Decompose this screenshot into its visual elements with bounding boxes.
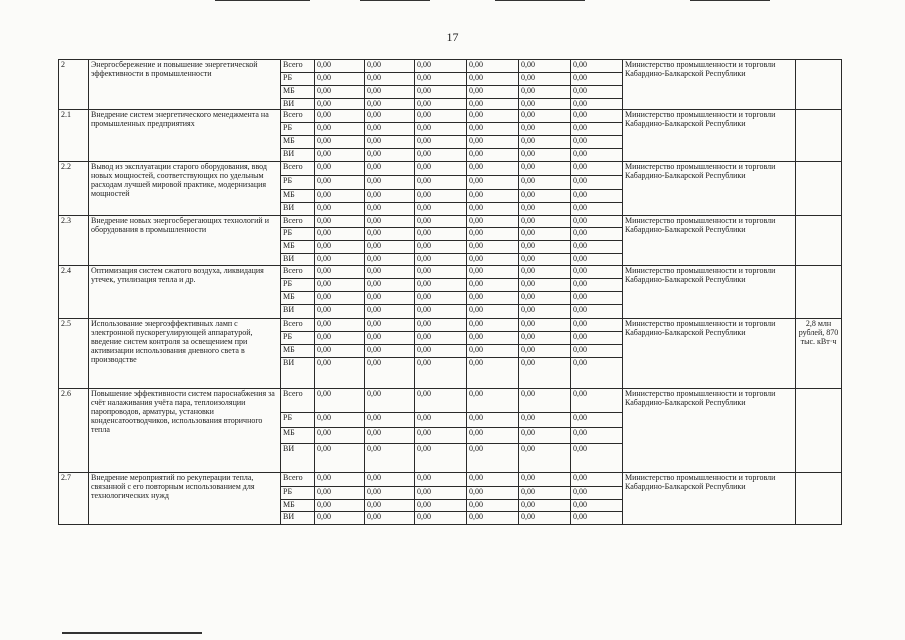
funding-value: 0,00 <box>415 60 467 73</box>
funding-source: ВИ <box>281 149 315 162</box>
funding-value: 0,00 <box>415 413 467 428</box>
funding-value: 0,00 <box>571 292 623 305</box>
funding-value: 0,00 <box>519 60 571 73</box>
funding-value: 0,00 <box>365 203 415 216</box>
table-row <box>59 319 842 332</box>
funding-value: 0,00 <box>415 444 467 473</box>
funding-value: 0,00 <box>467 149 519 162</box>
funding-value: 0,00 <box>365 123 415 136</box>
funding-source: Всего <box>281 389 315 413</box>
responsible-ministry: Министерство промышленности и торговли Кабардино-Балкарской Республики <box>623 216 796 266</box>
funding-value: 0,00 <box>415 332 467 345</box>
funding-value: 0,00 <box>365 86 415 99</box>
funding-value: 0,00 <box>415 241 467 254</box>
funding-value: 0,00 <box>467 86 519 99</box>
funding-value: 0,00 <box>315 473 365 487</box>
funding-value: 0,00 <box>519 292 571 305</box>
funding-value: 0,00 <box>415 203 467 216</box>
funding-source: ВИ <box>281 99 315 110</box>
funding-value: 0,00 <box>315 428 365 444</box>
funding-value: 0,00 <box>467 345 519 358</box>
funding-value: 0,00 <box>467 216 519 228</box>
funding-value: 0,00 <box>467 319 519 332</box>
expected-result <box>796 162 842 216</box>
funding-value: 0,00 <box>467 110 519 123</box>
funding-value: 0,00 <box>571 319 623 332</box>
funding-value: 0,00 <box>365 444 415 473</box>
funding-value: 0,00 <box>365 176 415 190</box>
funding-value: 0,00 <box>365 162 415 176</box>
funding-value: 0,00 <box>315 305 365 319</box>
funding-value: 0,00 <box>315 241 365 254</box>
funding-source: МБ <box>281 86 315 99</box>
funding-value: 0,00 <box>571 60 623 73</box>
item-name: Внедрение систем энергетического менеджмента на промышленных предприятиях <box>89 110 281 162</box>
funding-source: ВИ <box>281 444 315 473</box>
funding-value: 0,00 <box>315 487 365 500</box>
funding-value: 0,00 <box>467 500 519 512</box>
funding-value: 0,00 <box>467 228 519 241</box>
funding-value: 0,00 <box>571 413 623 428</box>
funding-value: 0,00 <box>467 176 519 190</box>
expected-result <box>796 389 842 473</box>
table-body <box>59 60 842 525</box>
funding-value: 0,00 <box>315 413 365 428</box>
funding-value: 0,00 <box>519 487 571 500</box>
funding-value: 0,00 <box>571 358 623 389</box>
funding-source: МБ <box>281 500 315 512</box>
funding-value: 0,00 <box>315 149 365 162</box>
funding-value: 0,00 <box>519 228 571 241</box>
funding-value: 0,00 <box>365 305 415 319</box>
funding-source: ВИ <box>281 512 315 525</box>
funding-source: РБ <box>281 228 315 241</box>
funding-value: 0,00 <box>571 512 623 525</box>
funding-value: 0,00 <box>315 136 365 149</box>
funding-value: 0,00 <box>315 292 365 305</box>
funding-value: 0,00 <box>315 99 365 110</box>
funding-value: 0,00 <box>415 176 467 190</box>
funding-value: 0,00 <box>571 203 623 216</box>
funding-value: 0,00 <box>519 241 571 254</box>
responsible-ministry: Министерство промышленности и торговли Кабардино-Балкарской Республики <box>623 389 796 473</box>
funding-value: 0,00 <box>415 73 467 86</box>
responsible-ministry: Министерство промышленности и торговли Кабардино-Балкарской Республики <box>623 473 796 525</box>
funding-source: РБ <box>281 123 315 136</box>
funding-value: 0,00 <box>365 512 415 525</box>
funding-source: МБ <box>281 136 315 149</box>
funding-source: МБ <box>281 241 315 254</box>
funding-value: 0,00 <box>315 512 365 525</box>
funding-value: 0,00 <box>519 279 571 292</box>
funding-value: 0,00 <box>519 332 571 345</box>
funding-value: 0,00 <box>415 254 467 266</box>
funding-value: 0,00 <box>365 279 415 292</box>
funding-value: 0,00 <box>365 73 415 86</box>
funding-value: 0,00 <box>519 216 571 228</box>
funding-value: 0,00 <box>571 73 623 86</box>
funding-value: 0,00 <box>519 110 571 123</box>
item-number: 2.4 <box>59 266 89 319</box>
funding-value: 0,00 <box>467 413 519 428</box>
funding-value: 0,00 <box>365 319 415 332</box>
funding-value: 0,00 <box>571 266 623 279</box>
funding-value: 0,00 <box>365 149 415 162</box>
funding-source: МБ <box>281 428 315 444</box>
funding-value: 0,00 <box>415 266 467 279</box>
item-name: Использование энергоэффективных ламп с электронной пускорегулирующей аппаратурой, введение систем контроля за освещением при активизации использования дневного света в производстве <box>89 319 281 389</box>
table-row <box>59 110 842 123</box>
funding-value: 0,00 <box>571 487 623 500</box>
funding-value: 0,00 <box>571 149 623 162</box>
funding-value: 0,00 <box>467 512 519 525</box>
funding-value: 0,00 <box>315 319 365 332</box>
footer-rule <box>62 632 202 634</box>
funding-source: ВИ <box>281 254 315 266</box>
item-number: 2 <box>59 60 89 110</box>
funding-source: ВИ <box>281 358 315 389</box>
measures-table <box>58 59 842 525</box>
funding-value: 0,00 <box>415 86 467 99</box>
responsible-ministry: Министерство промышленности и торговли Кабардино-Балкарской Республики <box>623 110 796 162</box>
funding-value: 0,00 <box>365 413 415 428</box>
funding-value: 0,00 <box>315 73 365 86</box>
funding-source: РБ <box>281 73 315 86</box>
funding-value: 0,00 <box>519 99 571 110</box>
funding-value: 0,00 <box>415 500 467 512</box>
funding-value: 0,00 <box>365 110 415 123</box>
funding-value: 0,00 <box>315 389 365 413</box>
funding-value: 0,00 <box>415 428 467 444</box>
funding-source: Всего <box>281 216 315 228</box>
funding-value: 0,00 <box>519 136 571 149</box>
funding-source: Всего <box>281 110 315 123</box>
funding-value: 0,00 <box>365 487 415 500</box>
expected-result <box>796 266 842 319</box>
funding-value: 0,00 <box>415 123 467 136</box>
item-number: 2.7 <box>59 473 89 525</box>
funding-value: 0,00 <box>571 190 623 203</box>
funding-value: 0,00 <box>519 512 571 525</box>
item-name: Внедрение новых энергосберегающих технологий и оборудования в промышленности <box>89 216 281 266</box>
item-number: 2.6 <box>59 389 89 473</box>
funding-value: 0,00 <box>467 332 519 345</box>
funding-value: 0,00 <box>365 266 415 279</box>
funding-value: 0,00 <box>571 444 623 473</box>
funding-value: 0,00 <box>365 389 415 413</box>
funding-value: 0,00 <box>365 136 415 149</box>
funding-value: 0,00 <box>315 228 365 241</box>
funding-value: 0,00 <box>467 305 519 319</box>
funding-value: 0,00 <box>571 428 623 444</box>
funding-value: 0,00 <box>365 473 415 487</box>
funding-value: 0,00 <box>365 358 415 389</box>
funding-source: Всего <box>281 162 315 176</box>
funding-value: 0,00 <box>415 216 467 228</box>
responsible-ministry: Министерство промышленности и торговли Кабардино-Балкарской Республики <box>623 266 796 319</box>
funding-value: 0,00 <box>519 413 571 428</box>
funding-value: 0,00 <box>519 358 571 389</box>
funding-value: 0,00 <box>365 332 415 345</box>
funding-value: 0,00 <box>415 473 467 487</box>
funding-source: РБ <box>281 279 315 292</box>
funding-value: 0,00 <box>467 473 519 487</box>
funding-value: 0,00 <box>467 444 519 473</box>
funding-value: 0,00 <box>467 73 519 86</box>
funding-value: 0,00 <box>519 162 571 176</box>
funding-value: 0,00 <box>571 389 623 413</box>
funding-value: 0,00 <box>415 110 467 123</box>
funding-value: 0,00 <box>519 500 571 512</box>
funding-value: 0,00 <box>571 123 623 136</box>
funding-source: МБ <box>281 345 315 358</box>
table-row <box>59 162 842 176</box>
funding-source: РБ <box>281 332 315 345</box>
funding-value: 0,00 <box>315 345 365 358</box>
funding-value: 0,00 <box>415 228 467 241</box>
funding-value: 0,00 <box>315 176 365 190</box>
table-row <box>59 60 842 73</box>
funding-value: 0,00 <box>571 86 623 99</box>
funding-value: 0,00 <box>519 73 571 86</box>
funding-value: 0,00 <box>519 190 571 203</box>
funding-value: 0,00 <box>315 190 365 203</box>
funding-value: 0,00 <box>571 216 623 228</box>
funding-value: 0,00 <box>415 99 467 110</box>
funding-source: Всего <box>281 60 315 73</box>
funding-value: 0,00 <box>467 203 519 216</box>
funding-value: 0,00 <box>519 149 571 162</box>
funding-value: 0,00 <box>415 305 467 319</box>
expected-result <box>796 473 842 525</box>
funding-value: 0,00 <box>519 86 571 99</box>
funding-value: 0,00 <box>467 162 519 176</box>
funding-value: 0,00 <box>365 99 415 110</box>
expected-result <box>796 60 842 110</box>
funding-value: 0,00 <box>315 279 365 292</box>
funding-value: 0,00 <box>467 190 519 203</box>
top-rule-3 <box>495 0 585 1</box>
funding-value: 0,00 <box>519 123 571 136</box>
funding-value: 0,00 <box>365 228 415 241</box>
funding-value: 0,00 <box>467 358 519 389</box>
funding-value: 0,00 <box>467 241 519 254</box>
funding-value: 0,00 <box>365 190 415 203</box>
item-number: 2.1 <box>59 110 89 162</box>
funding-value: 0,00 <box>571 254 623 266</box>
top-rule-1 <box>215 0 310 1</box>
item-name: Повышение эффективности систем пароснабжения за счёт налаживания учёта пара, теплоизоляции паропроводов, арматуры, установки конденсатоотводчиков, использования вторичного тепла <box>89 389 281 473</box>
funding-value: 0,00 <box>315 123 365 136</box>
funding-value: 0,00 <box>571 473 623 487</box>
funding-value: 0,00 <box>519 319 571 332</box>
funding-value: 0,00 <box>415 487 467 500</box>
item-name: Энергосбережение и повышение энергетической эффективности в промышленности <box>89 60 281 110</box>
funding-value: 0,00 <box>315 203 365 216</box>
funding-value: 0,00 <box>519 266 571 279</box>
funding-value: 0,00 <box>315 216 365 228</box>
funding-source: Всего <box>281 473 315 487</box>
funding-source: МБ <box>281 292 315 305</box>
funding-value: 0,00 <box>415 319 467 332</box>
funding-value: 0,00 <box>365 345 415 358</box>
funding-source: РБ <box>281 176 315 190</box>
funding-value: 0,00 <box>571 136 623 149</box>
funding-value: 0,00 <box>415 345 467 358</box>
funding-value: 0,00 <box>415 512 467 525</box>
item-name: Внедрение мероприятий по рекуперации тепла, связанной с его повторным использованием для технологических нужд <box>89 473 281 525</box>
funding-value: 0,00 <box>519 345 571 358</box>
funding-value: 0,00 <box>467 428 519 444</box>
funding-value: 0,00 <box>519 203 571 216</box>
funding-value: 0,00 <box>571 110 623 123</box>
funding-value: 0,00 <box>519 254 571 266</box>
funding-value: 0,00 <box>365 254 415 266</box>
funding-value: 0,00 <box>519 473 571 487</box>
funding-value: 0,00 <box>365 500 415 512</box>
item-number: 2.5 <box>59 319 89 389</box>
funding-value: 0,00 <box>365 216 415 228</box>
funding-value: 0,00 <box>467 487 519 500</box>
funding-value: 0,00 <box>315 162 365 176</box>
funding-value: 0,00 <box>365 60 415 73</box>
funding-source: Всего <box>281 319 315 332</box>
funding-value: 0,00 <box>315 358 365 389</box>
funding-value: 0,00 <box>415 190 467 203</box>
funding-value: 0,00 <box>415 389 467 413</box>
item-name: Вывод из эксплуатации старого оборудования, ввод новых мощностей, соответствующих по удельным расходам лучшей мировой практике, модернизация мощностей <box>89 162 281 216</box>
funding-value: 0,00 <box>519 389 571 413</box>
funding-value: 0,00 <box>467 292 519 305</box>
funding-value: 0,00 <box>315 266 365 279</box>
funding-source: РБ <box>281 413 315 428</box>
funding-source: ВИ <box>281 305 315 319</box>
funding-value: 0,00 <box>519 305 571 319</box>
top-rule-4 <box>690 0 770 1</box>
funding-value: 0,00 <box>467 99 519 110</box>
funding-value: 0,00 <box>467 279 519 292</box>
funding-value: 0,00 <box>315 332 365 345</box>
table-row <box>59 473 842 487</box>
funding-value: 0,00 <box>467 60 519 73</box>
funding-source: ВИ <box>281 203 315 216</box>
funding-value: 0,00 <box>365 428 415 444</box>
funding-value: 0,00 <box>519 176 571 190</box>
funding-value: 0,00 <box>571 176 623 190</box>
responsible-ministry: Министерство промышленности и торговли Кабардино-Балкарской Республики <box>623 319 796 389</box>
funding-value: 0,00 <box>315 500 365 512</box>
funding-value: 0,00 <box>415 136 467 149</box>
funding-value: 0,00 <box>315 86 365 99</box>
table-row <box>59 216 842 228</box>
funding-value: 0,00 <box>571 162 623 176</box>
funding-value: 0,00 <box>519 428 571 444</box>
item-name: Оптимизация систем сжатого воздуха, ликвидация утечек, утилизация тепла и др. <box>89 266 281 319</box>
table-row <box>59 266 842 279</box>
funding-value: 0,00 <box>315 444 365 473</box>
funding-value: 0,00 <box>571 500 623 512</box>
funding-value: 0,00 <box>315 254 365 266</box>
funding-source: МБ <box>281 190 315 203</box>
funding-value: 0,00 <box>571 228 623 241</box>
item-number: 2.3 <box>59 216 89 266</box>
funding-value: 0,00 <box>519 444 571 473</box>
funding-value: 0,00 <box>415 292 467 305</box>
table-row <box>59 389 842 413</box>
top-rule-2 <box>360 0 430 1</box>
funding-source: Всего <box>281 266 315 279</box>
funding-value: 0,00 <box>365 292 415 305</box>
funding-value: 0,00 <box>571 305 623 319</box>
funding-value: 0,00 <box>415 279 467 292</box>
expected-result <box>796 110 842 162</box>
funding-value: 0,00 <box>315 110 365 123</box>
funding-value: 0,00 <box>467 254 519 266</box>
funding-value: 0,00 <box>467 389 519 413</box>
funding-value: 0,00 <box>571 345 623 358</box>
page-number: 17 <box>446 30 459 44</box>
funding-value: 0,00 <box>415 358 467 389</box>
funding-value: 0,00 <box>467 123 519 136</box>
item-number: 2.2 <box>59 162 89 216</box>
funding-value: 0,00 <box>571 241 623 254</box>
funding-value: 0,00 <box>571 99 623 110</box>
responsible-ministry: Министерство промышленности и торговли Кабардино-Балкарской Республики <box>623 60 796 110</box>
funding-value: 0,00 <box>571 279 623 292</box>
funding-value: 0,00 <box>467 266 519 279</box>
funding-value: 0,00 <box>415 149 467 162</box>
funding-source: РБ <box>281 487 315 500</box>
funding-value: 0,00 <box>365 241 415 254</box>
funding-value: 0,00 <box>315 60 365 73</box>
expected-result: 2,8 млн рублей, 870 тыс. кВт·ч <box>796 319 842 389</box>
funding-value: 0,00 <box>571 332 623 345</box>
funding-value: 0,00 <box>467 136 519 149</box>
funding-value: 0,00 <box>415 162 467 176</box>
responsible-ministry: Министерство промышленности и торговли Кабардино-Балкарской Республики <box>623 162 796 216</box>
expected-result <box>796 216 842 266</box>
